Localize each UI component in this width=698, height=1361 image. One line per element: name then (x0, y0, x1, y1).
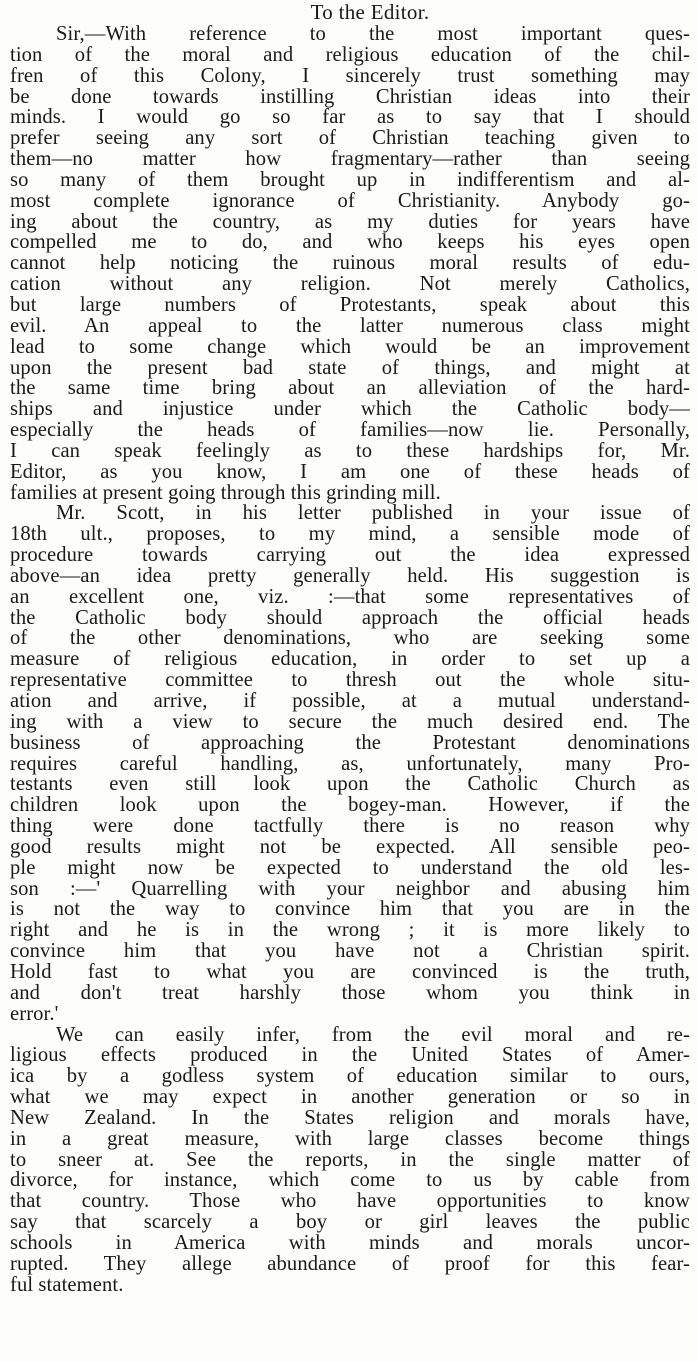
text-line: thing were done tactfully there is no reason why (10, 815, 690, 838)
text-line: above—an idea pretty generally held. His suggestion is (10, 564, 690, 587)
text-line: in a great measure, with large classes become things (10, 1127, 690, 1150)
text-line: children look upon the bogey-man. However, if the (10, 794, 690, 817)
text-line: cannot help noticing the ruinous moral results of edu- (10, 252, 690, 275)
text-line: divorce, for instance, which come to us by cable from (10, 1169, 690, 1192)
text-line: error.' (10, 1002, 59, 1025)
letter-paragraph (10, 503, 690, 1024)
text-line: business of approaching the Protestant denominations (10, 731, 690, 754)
text-line: the same time bring about an alleviation of the hard- (10, 377, 690, 400)
text-line: ligious effects produced in the United States of Amer- (10, 1044, 690, 1067)
text-line: ica by a godless system of education similar to ours, (10, 1065, 690, 1088)
text-line: prefer seeing any sort of Christian teaching given to (10, 127, 690, 150)
text-line: Hold fast to what you are convinced is the truth, (10, 960, 690, 983)
text-line: upon the present bad state of things, and might at (10, 356, 690, 379)
text-line: 18th ult., proposes, to my mind, a sensible mode of (10, 523, 690, 546)
text-line: convince him that you have not a Christian spirit. (10, 940, 690, 963)
text-line: ing about the country, as my duties for years have (10, 210, 690, 233)
text-line: I can speak feelingly as to these hardships for, Mr. (10, 439, 690, 462)
text-line: what we may expect in another generation or so in (10, 1086, 690, 1109)
text-line: compelled me to do, and who keeps his eyes open (10, 231, 690, 254)
letter-paragraph (10, 24, 690, 503)
text-line: so many of them brought up in indifferentism and al- (10, 168, 690, 191)
text-line: son :—' Quarrelling with your neighbor and abusing him (10, 877, 690, 900)
text-line: We can easily infer, from the evil moral and re- (56, 1023, 690, 1046)
text-line: procedure towards carrying out the idea expressed (10, 544, 690, 567)
text-line: good results might not be expected. All sensible peo- (10, 835, 690, 858)
text-line: evil. An appeal to the latter numerous class might (10, 314, 690, 337)
text-line: fren of this Colony, I sincerely trust something may (10, 64, 690, 87)
text-line: representative committee to thresh out the whole situ- (10, 669, 690, 692)
text-line: most complete ignorance of Christianity. Anybody go- (10, 189, 690, 212)
text-line: say that scarcely a boy or girl leaves the public (10, 1211, 690, 1234)
text-line: ple might now be expected to understand the old les- (10, 856, 690, 879)
text-line: tion of the moral and religious education of the chil- (10, 43, 690, 66)
text-line: schools in America with minds and morals uncor- (10, 1231, 690, 1254)
text-line: that country. Those who have opportunities to know (10, 1190, 690, 1213)
text-line: right and he is in the wrong ; it is more likely to (10, 919, 690, 942)
page-title: To the Editor. (310, 0, 430, 24)
text-line: ships and injustice under which the Catholic body— (10, 398, 690, 421)
text-line: and don't treat harshly those whom you think in (10, 981, 690, 1004)
text-line: cation without any religion. Not merely Catholics, (10, 273, 690, 296)
text-line: ation and arrive, if possible, at a mutual understand- (10, 690, 690, 712)
text-line: testants even still look upon the Catholic Church as (10, 773, 690, 796)
text-line: an excellent one, viz. :—that some representatives of (10, 585, 690, 608)
text-line: Sir,—With reference to the most important ques- (56, 23, 690, 45)
text-line: Mr. Scott, in his letter published in your issue of (56, 502, 690, 525)
text-line: New Zealand. In the States religion and morals have, (10, 1106, 690, 1129)
text-line: measure of religious education, in order to set up a (10, 648, 690, 671)
text-line: requires careful handling, as, unfortunately, many Pro- (10, 752, 690, 775)
letter-paragraph (10, 1025, 690, 1296)
text-line: the Catholic body should approach the official heads (10, 606, 690, 629)
text-line: families at present going through this grinding mill. (10, 481, 441, 504)
text-line: them—no matter how fragmentary—rather than seeing (10, 148, 690, 171)
text-line: ful statement. (10, 1273, 124, 1296)
letter-body (10, 24, 690, 1295)
text-line: is not the way to convince him that you are in the (10, 898, 690, 921)
text-line: lead to some change which would be an improvement (10, 335, 690, 358)
text-line: of the other denominations, who are seeking some (10, 627, 690, 650)
text-line: ing with a view to secure the much desired end. The (10, 710, 690, 733)
text-line: minds. I would go so far as to say that I should (10, 106, 690, 129)
text-line: to sneer at. See the reports, in the single matter of (10, 1148, 690, 1171)
text-line: rupted. They allege abundance of proof for this fear- (10, 1252, 690, 1275)
text-line: especially the heads of families—now lie. Personally, (10, 419, 690, 442)
text-line: but large numbers of Protestants, speak about this (10, 293, 690, 316)
text-line: Editor, as you know, I am one of these heads of (10, 460, 690, 483)
text-line: be done towards instilling Christian ideas into their (10, 85, 690, 108)
